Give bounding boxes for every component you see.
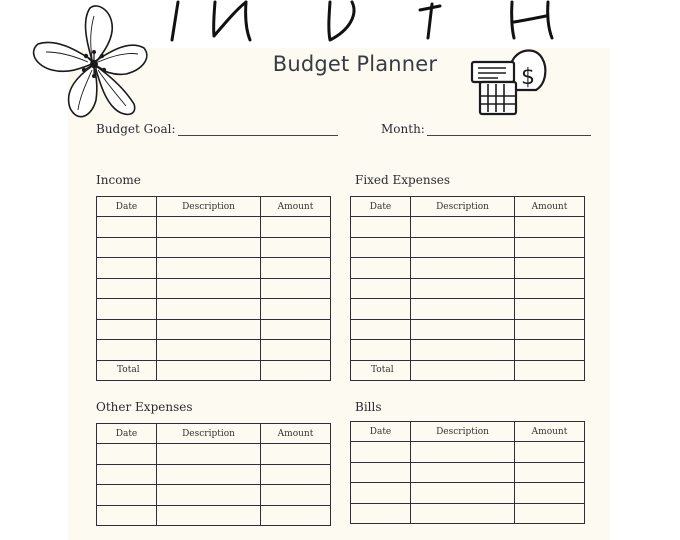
column-header-amount: Amount (261, 197, 331, 217)
table-row (351, 319, 585, 340)
fixed-expenses-table (350, 196, 585, 381)
table-header-row (351, 422, 585, 442)
total-row (97, 360, 331, 381)
amount-cell[interactable] (515, 319, 585, 340)
description-cell[interactable] (411, 237, 515, 258)
description-cell[interactable] (157, 319, 261, 340)
cash-register-icon (466, 44, 556, 118)
description-cell[interactable] (157, 278, 261, 299)
table-row (97, 319, 331, 340)
description-cell[interactable] (157, 485, 261, 506)
description-cell[interactable] (157, 217, 261, 238)
column-header-description: Description (157, 197, 261, 217)
date-cell[interactable] (97, 485, 157, 506)
date-cell[interactable] (351, 483, 411, 504)
amount-cell[interactable] (515, 483, 585, 504)
amount-cell[interactable] (261, 464, 331, 485)
table-header-row (351, 197, 585, 217)
column-header-amount: Amount (515, 197, 585, 217)
table-row (97, 258, 331, 279)
table-row (97, 299, 331, 320)
date-cell[interactable] (351, 258, 411, 279)
date-cell[interactable] (351, 217, 411, 238)
column-header-date: Date (97, 197, 157, 217)
amount-cell[interactable] (515, 340, 585, 361)
description-cell[interactable] (411, 299, 515, 320)
date-cell[interactable] (351, 340, 411, 361)
date-cell[interactable] (351, 237, 411, 258)
table-row (351, 483, 585, 504)
table-row (97, 505, 331, 526)
total-label: Total (351, 360, 411, 381)
budget-goal-input-line[interactable] (178, 123, 338, 136)
description-cell[interactable] (157, 237, 261, 258)
date-cell[interactable] (351, 299, 411, 320)
column-header-date: Date (97, 424, 157, 444)
date-cell[interactable] (97, 258, 157, 279)
month-input-line[interactable] (427, 123, 591, 136)
column-header-date: Date (351, 422, 411, 442)
amount-cell[interactable] (515, 462, 585, 483)
table-row (351, 340, 585, 361)
amount-cell[interactable] (261, 278, 331, 299)
fixed-expenses-section-title: Fixed Expenses (355, 173, 450, 187)
date-cell[interactable] (97, 319, 157, 340)
column-header-description: Description (411, 422, 515, 442)
table-row (97, 340, 331, 361)
column-header-date: Date (351, 197, 411, 217)
date-cell[interactable] (97, 464, 157, 485)
amount-cell[interactable] (515, 299, 585, 320)
total-label: Total (97, 360, 157, 381)
description-cell[interactable] (411, 442, 515, 463)
amount-cell[interactable] (261, 299, 331, 320)
description-cell[interactable] (157, 299, 261, 320)
table-row (97, 237, 331, 258)
amount-cell[interactable] (515, 503, 585, 524)
table-row (351, 278, 585, 299)
total-row (351, 360, 585, 381)
other-expenses-section-title: Other Expenses (96, 400, 193, 414)
page-title: Budget Planner (272, 52, 438, 76)
bills-section-title: Bills (355, 400, 382, 414)
amount-cell[interactable] (261, 340, 331, 361)
month-field[interactable] (381, 122, 591, 136)
description-cell[interactable] (411, 462, 515, 483)
description-cell[interactable] (157, 340, 261, 361)
description-cell[interactable] (411, 217, 515, 238)
other-expenses-table (96, 423, 331, 526)
description-cell[interactable] (157, 258, 261, 279)
description-cell[interactable] (411, 278, 515, 299)
description-cell[interactable] (157, 505, 261, 526)
date-cell[interactable] (351, 503, 411, 524)
total-amount-cell[interactable] (515, 360, 585, 381)
table-row (351, 462, 585, 483)
description-cell[interactable] (411, 340, 515, 361)
table-row (97, 278, 331, 299)
table-row (351, 299, 585, 320)
date-cell[interactable] (97, 278, 157, 299)
date-cell[interactable] (351, 462, 411, 483)
description-cell[interactable] (411, 258, 515, 279)
amount-cell[interactable] (261, 237, 331, 258)
amount-cell[interactable] (261, 485, 331, 506)
svg-text:$: $ (521, 65, 535, 90)
table-header-row (97, 424, 331, 444)
date-cell[interactable] (97, 299, 157, 320)
amount-cell[interactable] (515, 278, 585, 299)
income-section-title: Income (96, 173, 141, 187)
date-cell[interactable] (97, 444, 157, 465)
description-cell[interactable] (157, 464, 261, 485)
table-row (97, 464, 331, 485)
amount-cell[interactable] (515, 442, 585, 463)
amount-cell[interactable] (261, 444, 331, 465)
description-cell[interactable] (411, 360, 515, 381)
amount-cell[interactable] (515, 258, 585, 279)
budget-goal-label: Budget Goal: (96, 122, 176, 136)
table-row (351, 258, 585, 279)
income-table (96, 196, 331, 381)
table-row (351, 237, 585, 258)
column-header-amount: Amount (261, 424, 331, 444)
amount-cell[interactable] (261, 505, 331, 526)
amount-cell[interactable] (261, 217, 331, 238)
description-cell[interactable] (157, 360, 261, 381)
table-row (351, 442, 585, 463)
column-header-description: Description (157, 424, 261, 444)
table-row (351, 503, 585, 524)
month-label: Month: (381, 122, 425, 136)
date-cell[interactable] (351, 278, 411, 299)
table-header-row (97, 197, 331, 217)
amount-cell[interactable] (515, 217, 585, 238)
date-cell[interactable] (97, 217, 157, 238)
column-header-description: Description (411, 197, 515, 217)
total-amount-cell[interactable] (261, 360, 331, 381)
budget-goal-field[interactable] (96, 122, 338, 136)
amount-cell[interactable] (515, 237, 585, 258)
bills-table (350, 421, 585, 524)
table-row (351, 217, 585, 238)
column-header-amount: Amount (515, 422, 585, 442)
table-row (97, 485, 331, 506)
flower-icon (26, 0, 154, 128)
amount-cell[interactable] (261, 258, 331, 279)
description-cell[interactable] (157, 444, 261, 465)
description-cell[interactable] (411, 483, 515, 504)
amount-cell[interactable] (261, 319, 331, 340)
date-cell[interactable] (351, 319, 411, 340)
date-cell[interactable] (351, 442, 411, 463)
date-cell[interactable] (97, 340, 157, 361)
date-cell[interactable] (97, 237, 157, 258)
date-cell[interactable] (97, 505, 157, 526)
description-cell[interactable] (411, 503, 515, 524)
table-row (97, 217, 331, 238)
description-cell[interactable] (411, 319, 515, 340)
table-row (97, 444, 331, 465)
